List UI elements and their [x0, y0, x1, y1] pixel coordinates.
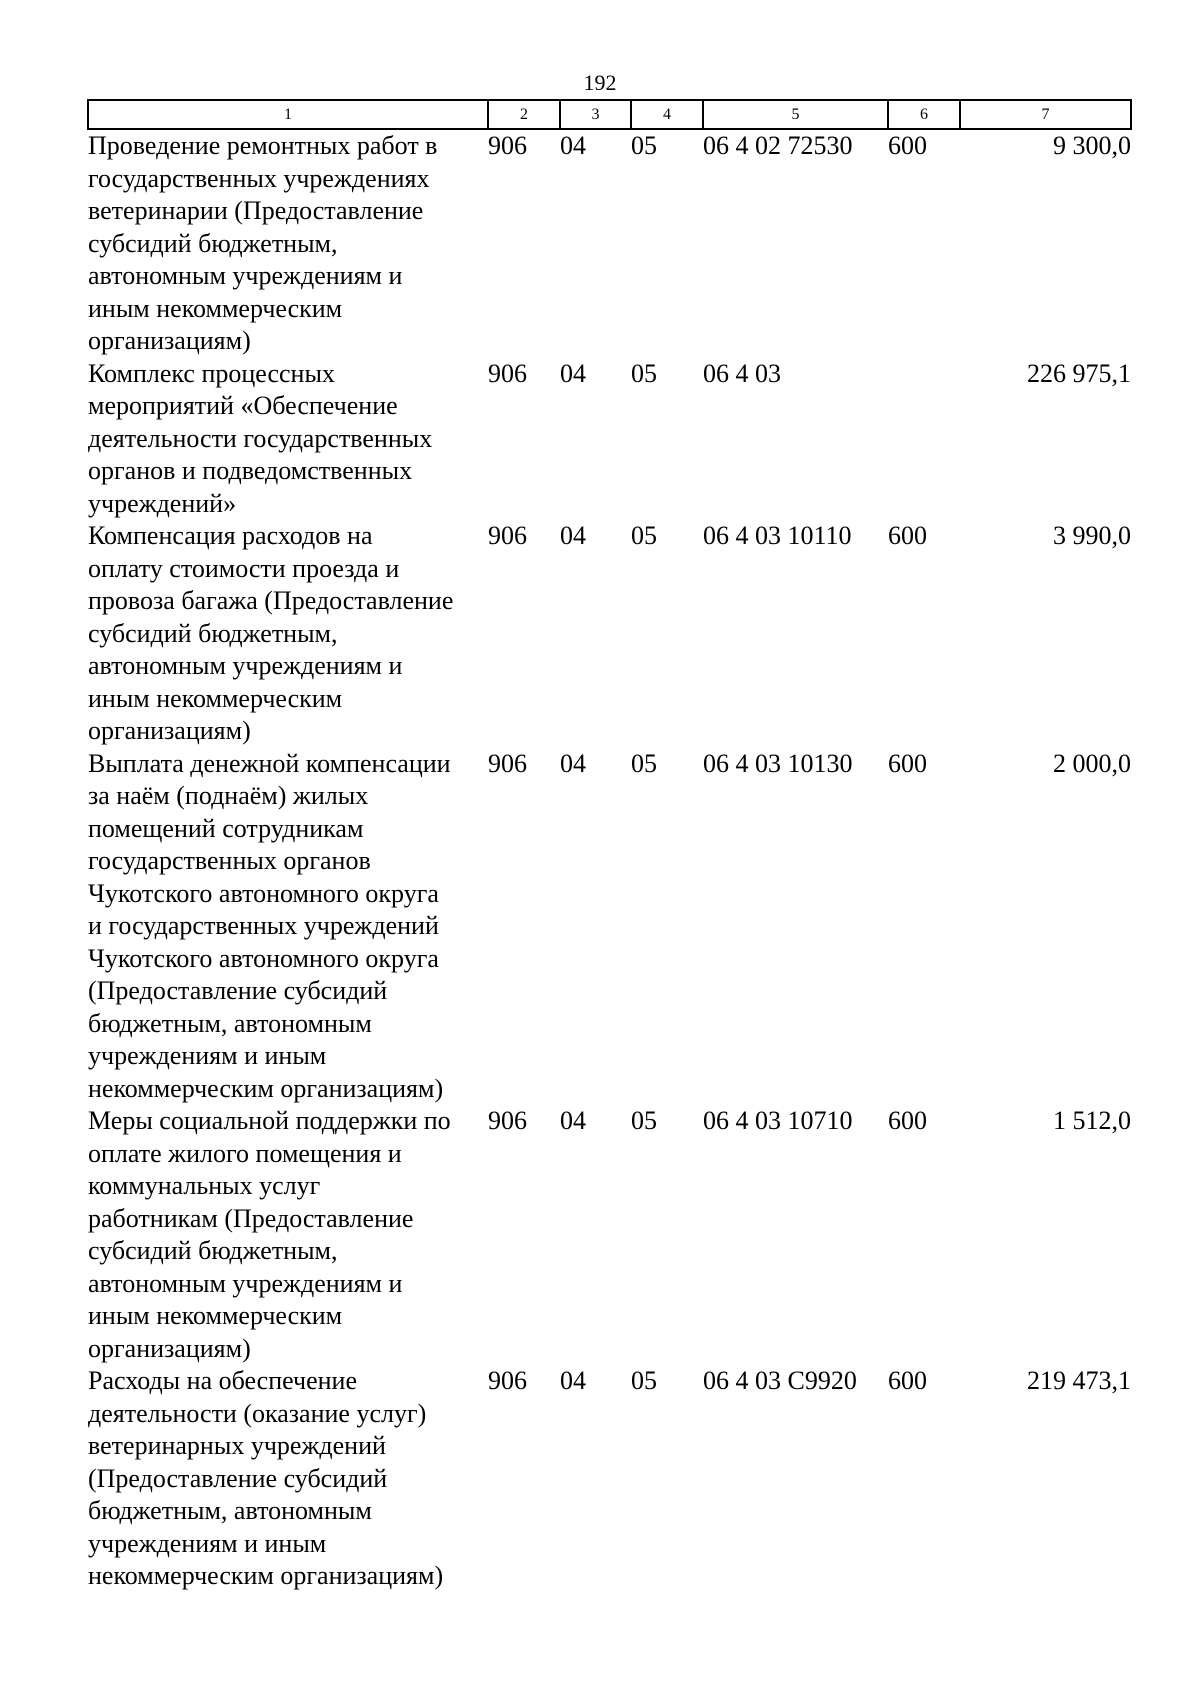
row-amount: 3 990,0 — [1053, 521, 1131, 550]
row-section: 04 — [560, 1366, 586, 1395]
row-expense-type: 600 — [888, 1106, 927, 1135]
row-grbs: 906 — [488, 131, 527, 160]
row-expense-type: 600 — [888, 131, 927, 160]
table-row — [88, 1365, 1131, 1593]
header-col-5: 5 — [703, 100, 888, 129]
header-col-1: 1 — [88, 100, 488, 129]
header-col-6: 6 — [888, 100, 960, 129]
header-col-4: 4 — [631, 100, 703, 129]
budget-table — [87, 99, 1132, 1593]
row-grbs: 906 — [488, 358, 527, 388]
row-expense-type: 600 — [888, 1366, 927, 1395]
header-row — [88, 100, 1131, 129]
row-subsection: 05 — [631, 748, 657, 778]
row-grbs: 906 — [488, 748, 527, 778]
row-subsection: 05 — [631, 521, 657, 550]
row-amount: 2 000,0 — [1053, 748, 1131, 778]
table-row — [88, 520, 1131, 748]
row-grbs: 906 — [488, 521, 527, 550]
row-section: 04 — [560, 521, 586, 550]
row-description: Компенсация расходов на оплату стоимости проезда и провоза багажа (Предоставление субсидий бюджетным, автономным учреждениям и иным некоммерческим организациям) — [88, 521, 454, 745]
row-amount: 219 473,1 — [1027, 1366, 1131, 1395]
row-target-article: 06 4 02 72530 — [703, 131, 853, 160]
table-row — [88, 358, 1131, 521]
row-target-article: 06 4 03 10710 — [703, 1106, 853, 1135]
row-target-article: 06 4 03 10110 — [703, 521, 852, 550]
row-subsection: 05 — [631, 358, 657, 388]
row-amount: 9 300,0 — [1053, 131, 1131, 160]
row-target-article: 06 4 03 С9920 — [703, 1366, 857, 1395]
header-col-7: 7 — [960, 100, 1131, 129]
table-header — [88, 100, 1131, 129]
row-expense-type: 600 — [888, 748, 927, 778]
row-amount: 1 512,0 — [1053, 1106, 1131, 1135]
row-section: 04 — [560, 748, 586, 778]
header-col-2: 2 — [488, 100, 560, 129]
table-row — [88, 129, 1131, 358]
row-description: Меры социальной поддержки по оплате жилого помещения и коммунальных услуг работникам (Предоставление субсидий бюджетным, автономным учреждениям и иным некоммерческим организациям) — [88, 1106, 451, 1363]
table-body — [88, 129, 1131, 1593]
row-section: 04 — [560, 131, 586, 160]
row-subsection: 05 — [631, 131, 657, 160]
row-grbs: 906 — [488, 1366, 527, 1395]
row-expense-type: 600 — [888, 521, 927, 550]
page-number: 192 — [583, 70, 617, 95]
header-col-3: 3 — [560, 100, 631, 129]
table-row — [88, 748, 1131, 1106]
row-description: Проведение ремонтных работ в государственных учреждениях ветеринарии (Предоставление субсидий бюджетным, автономным учреждениям и иным некоммерческим организациям) — [88, 131, 438, 355]
table-row — [88, 1105, 1131, 1365]
row-expense-type — [888, 358, 960, 521]
row-amount: 226 975,1 — [1027, 358, 1131, 388]
row-section: 04 — [560, 358, 586, 388]
row-subsection: 05 — [631, 1106, 657, 1135]
row-subsection: 05 — [631, 1366, 657, 1395]
row-grbs: 906 — [488, 1106, 527, 1135]
row-target-article: 06 4 03 — [703, 358, 781, 388]
row-description: Расходы на обеспечение деятельности (оказание услуг) ветеринарных учреждений (Предоставление субсидий бюджетным, автономным учреждениям и иным некоммерческим организациям) — [88, 1366, 444, 1590]
row-description: Комплекс процессных мероприятий «Обеспечение деятельности государственных органов и подведомственных учреждений» — [88, 358, 433, 518]
row-description: Выплата денежной компенсации за наём (поднаём) жилых помещений сотрудникам государственных органов Чукотского автономного округа и государственных учреждений Чукотского автономного округа (Предоставление субсидий бюджетным, автономным учреждениям и иным некоммерческим организациям) — [88, 748, 451, 1103]
row-section: 04 — [560, 1106, 586, 1135]
row-target-article: 06 4 03 10130 — [703, 748, 853, 778]
